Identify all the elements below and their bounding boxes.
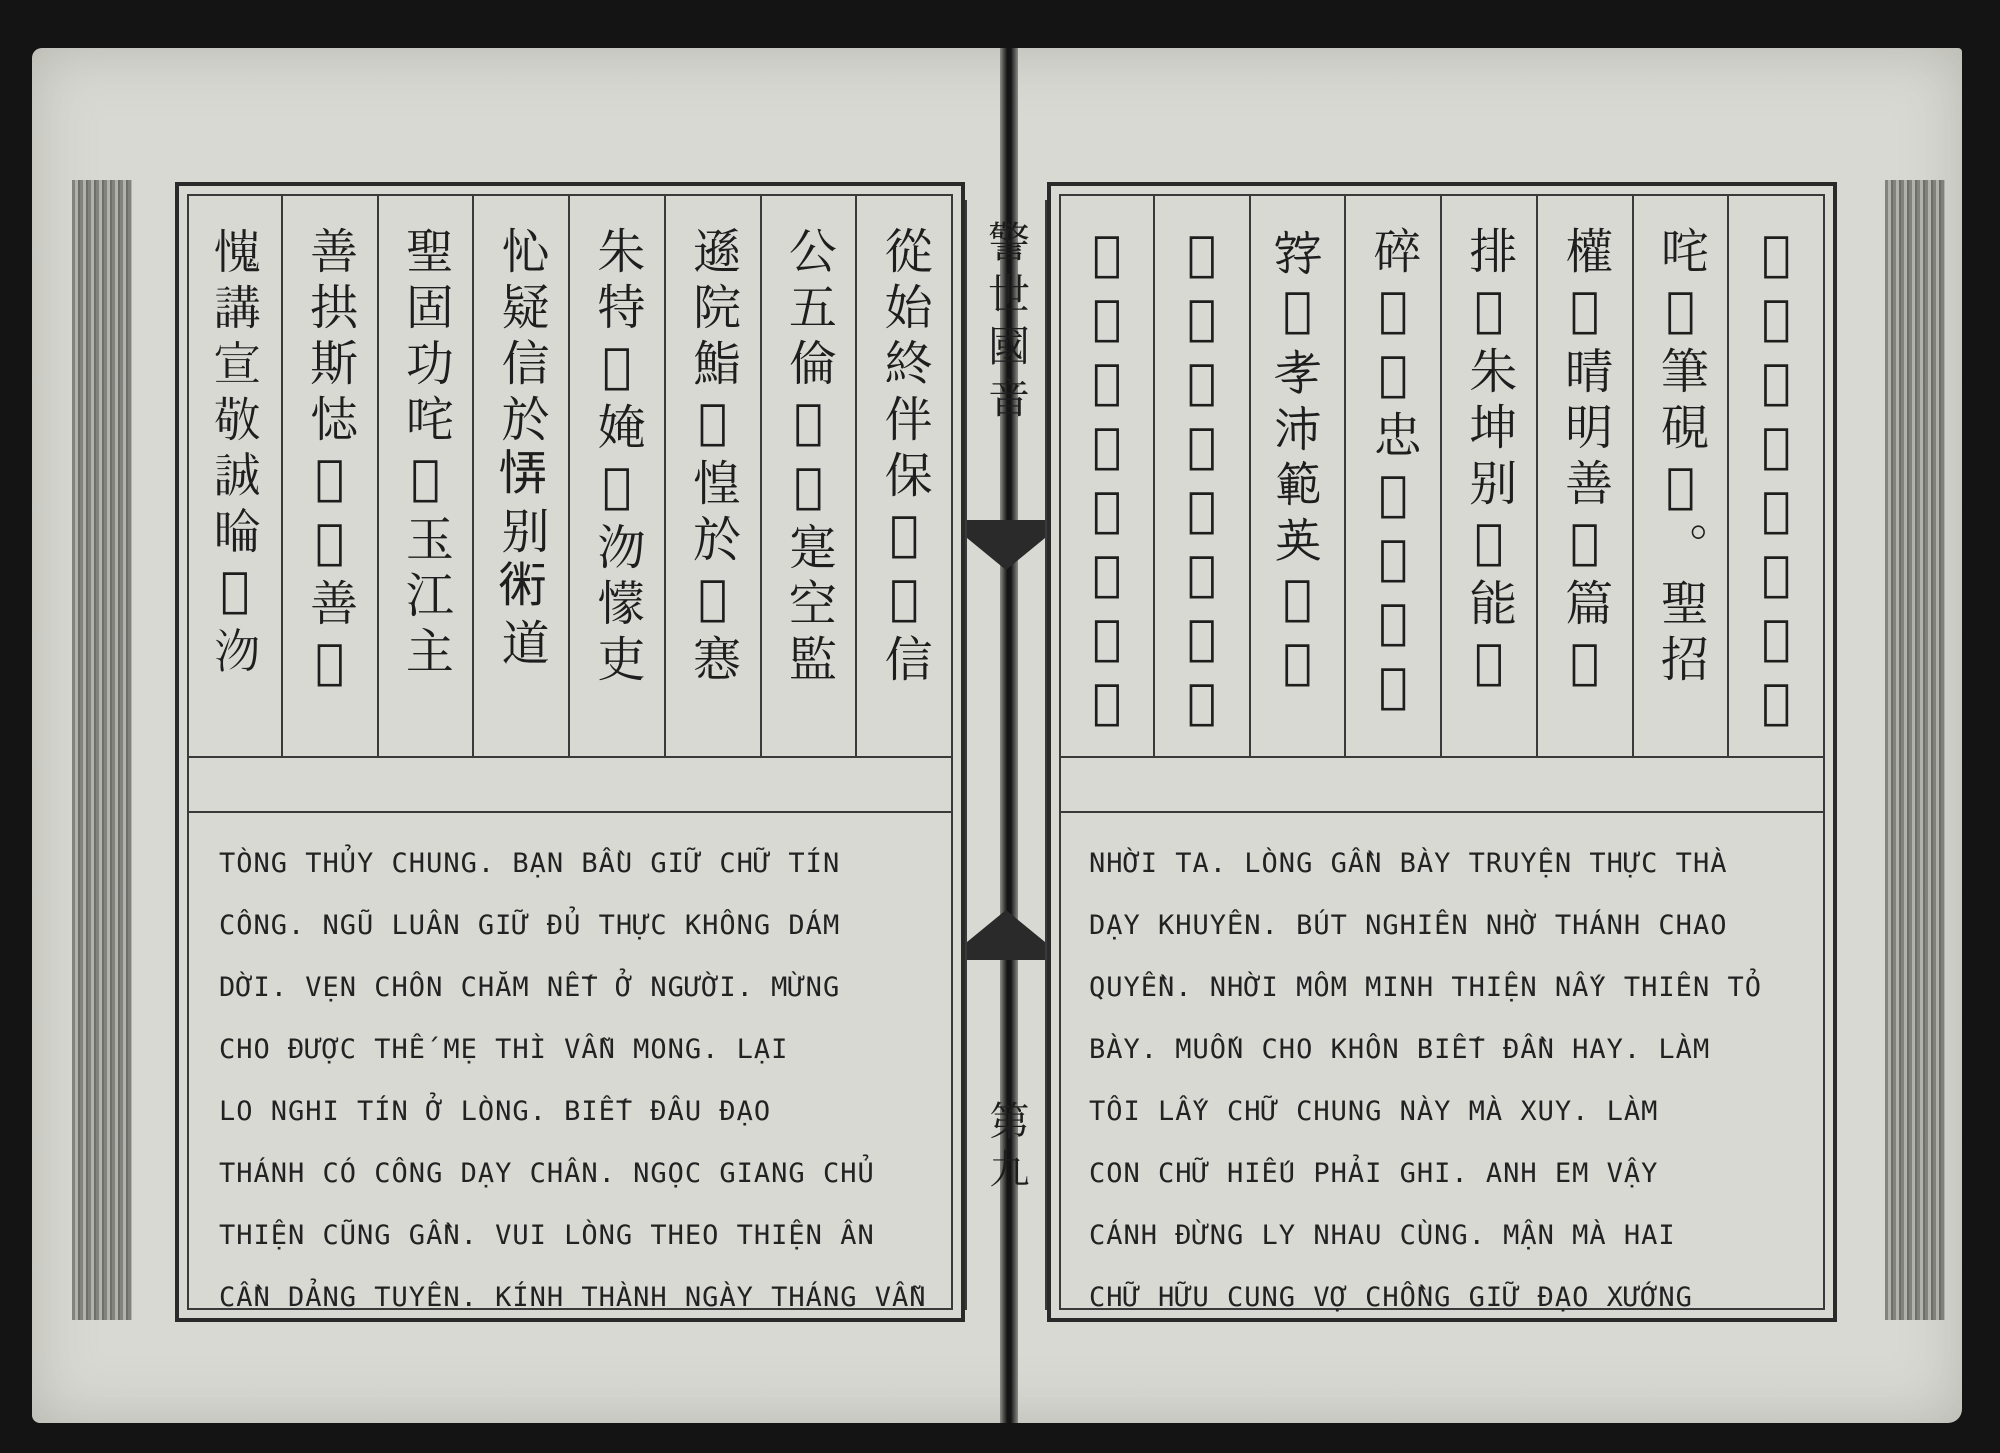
center-column	[965, 200, 1047, 1310]
right-inner-border	[1059, 194, 1825, 1313]
left-text-line: DỜI. VẸN CHÔN CHĂM NẾT Ở NGƯỜI. MỪNG	[219, 972, 841, 1003]
fishtail-top-ornament	[967, 520, 1045, 580]
right-blank-band	[1061, 756, 1823, 811]
left-quoc-ngu-text	[189, 811, 951, 1313]
center-title: 警世國音	[982, 220, 1031, 428]
right-column-7: 𦀊𢭸離𠊚穷𡛔麻台	[1153, 196, 1249, 756]
binding-edge-left	[72, 180, 132, 1320]
right-text-line: DẠY KHUYÊN. BÚT NGHIÊN NHỜ THÁNH CHAO	[1089, 910, 1728, 941]
left-text-line: THIỆN CŨNG GẦN. VUI LÒNG THEO THIỆN ÂN	[219, 1220, 875, 1251]
right-text-line: CÁNH ĐỪNG LY NHAU CÙNG. MẬN MÀ HAI	[1089, 1220, 1676, 1251]
left-page-frame	[175, 182, 965, 1322]
left-inner-border	[187, 194, 953, 1313]
left-chinese-columns	[189, 196, 951, 756]
left-text-line: THÁNH CÓ CÔNG DẠY CHÂN. NGỌC GIANG CHỦ	[219, 1158, 875, 1189]
right-column-2: 咤𠳒筆硯𢙇。聖招	[1632, 196, 1728, 756]
left-column-1: 從始終伴保𡨹𡨹信	[855, 196, 951, 756]
right-chinese-columns	[1061, 196, 1823, 756]
right-quoc-ngu-text	[1061, 811, 1823, 1313]
left-column-4: 朱特𦖑㛪𡞕沕懞吏	[568, 196, 664, 756]
left-text-line: CẦN DẢNG TUYÊN. KÍNH THÀNH NGÀY THÁNG VẪN	[219, 1282, 927, 1313]
right-page-frame	[1047, 182, 1837, 1322]
page-number: 第九	[983, 1100, 1029, 1196]
left-text-line: CÔNG. NGŨ LUÂN GIỮ ĐỦ THỰC KHÔNG DÁM	[219, 910, 841, 941]
left-column-8: 𢢯講宣敬誠㫻𦛿沕	[206, 226, 263, 682]
center-page-mark	[967, 1100, 1045, 1196]
right-text-line: CHỮ HỮU CUNG VỢ CHỒNG GIỮ ĐẠO XƯỚNG	[1089, 1282, 1693, 1313]
right-text-line: CON CHỮ HIẾU PHẢI GHI. ANH EM VẬY	[1089, 1158, 1659, 1189]
right-text-line: BÀY. MUỐN CHO KHÔN BIẾT ĐẦN HAY. LÀM	[1089, 1034, 1711, 1065]
left-column-5: 㤈疑信於𢙱别𧗱道	[472, 196, 568, 756]
left-text-line: LO NGHI TÍN Ở LÒNG. BIẾT ĐÂU ĐẠO	[219, 1096, 772, 1127]
left-column-7: 善拱斯𢙺𢚸𢯏善𢜠	[281, 196, 377, 756]
right-text-line: QUYỀN. NHỜI MÔM MINH THIỆN NẤY THIÊN TỎ	[1089, 972, 1762, 1003]
right-column-5: 碎𥘷𡨹忠𧵑𡢐𢷀𠄼	[1344, 196, 1440, 756]
left-text-line: CHO ĐƯỢC THẾ MẸ THÌ VẪN MONG. LẠI	[219, 1034, 789, 1065]
right-column-4: 排𥙩朱坤别𤴬能𠄼	[1440, 196, 1536, 756]
right-text-line: NHỜI TA. LÒNG GẦN BÀY TRUYỆN THỰC THÀ	[1089, 848, 1728, 879]
fishtail-bottom-ornament	[967, 900, 1045, 960]
right-text-line: TÔI LẤY CHỮ CHUNG NÀY MÀ XUY. LÀM	[1089, 1096, 1659, 1127]
right-column-6: 𡦂𡨹孝沛範英𡛔𡛔	[1249, 196, 1345, 756]
right-column-3: 權𠻵晴明善𠇍篇𢦆	[1536, 196, 1632, 756]
right-column-1: 𠻵些濃斯排傳寔他	[1727, 196, 1823, 756]
left-column-3: 遜院鮨𡗶惶於𠊚㥶	[664, 196, 760, 756]
left-column-2: 公五倫𡨹𠁀寔空監	[760, 196, 856, 756]
left-blank-band	[189, 756, 951, 811]
left-column-6: 聖固功咤𡓮玉江主	[377, 196, 473, 756]
left-text-line: TÒNG THỦY CHUNG. BẠN BẦU GIỮ CHỮ TÍN	[219, 848, 841, 879]
right-column-8: 𡨹𡗶恭㛪𡢼𡨹道唱	[1078, 226, 1135, 738]
binding-edge-right	[1885, 180, 1945, 1320]
